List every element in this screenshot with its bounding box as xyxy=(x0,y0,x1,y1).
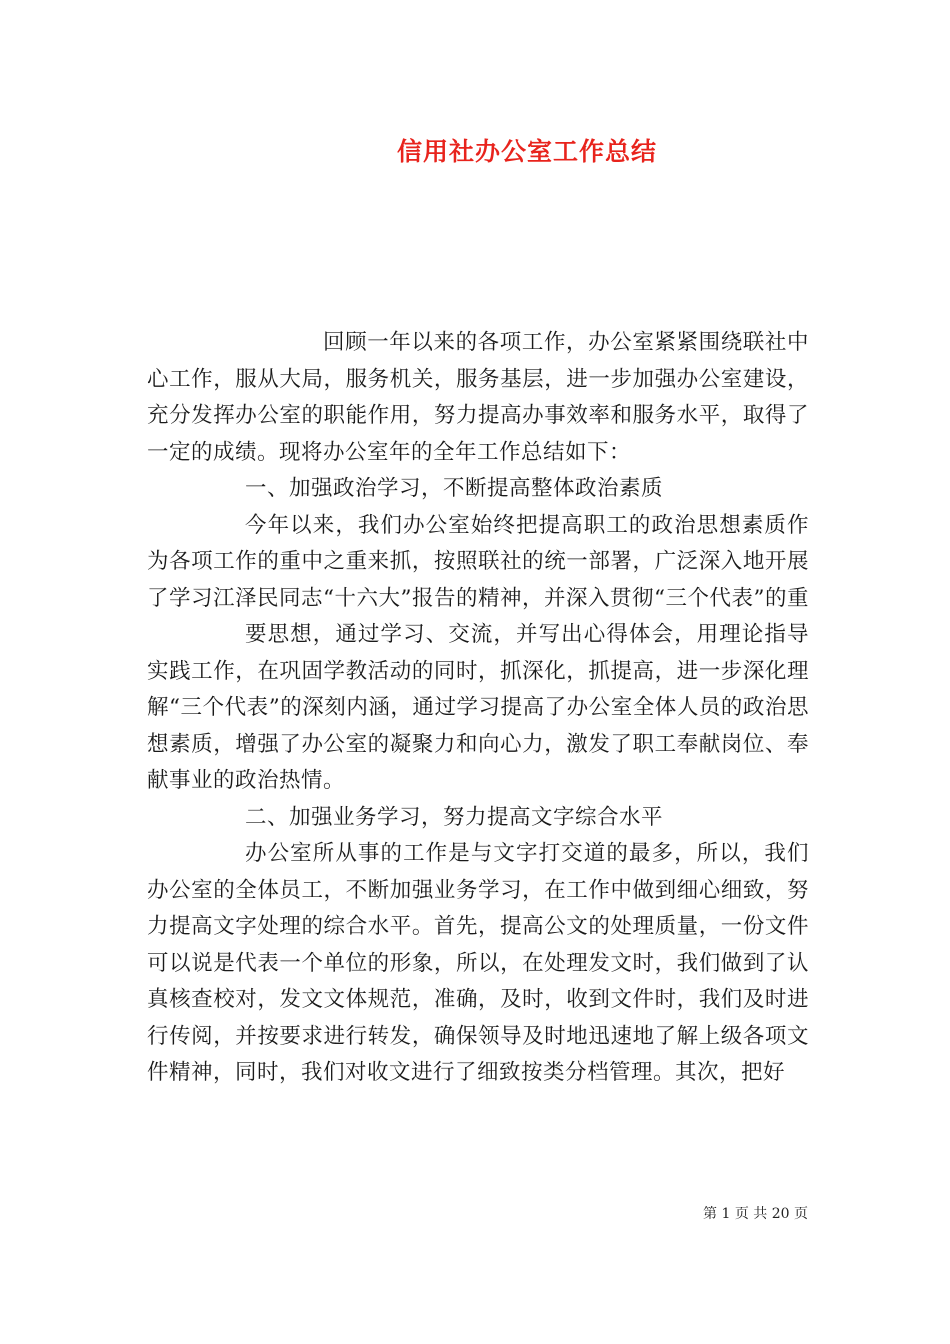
document-title: 信用社办公室工作总结 xyxy=(396,137,657,166)
intro-paragraph: 回顾一年以来的各项工作，办公室紧紧围绕联社中心工作，服从大局，服务机关，服务基层，进一步加强办公室建设，充分发挥办公室的职能作用，努力提高办事效率和服务水平，取得了一定的成绩。现将办公室年的全年工作总结如下： xyxy=(147,330,809,465)
paragraph-3: 办公室所从事的工作是与文字打交道的最多，所以，我们办公室的全体员工，不断加强业务学习，在工作中做到细心细致，努力提高文字处理的综合水平。首先，提高公文的处理质量，一份文件可以说是代表一个单位的形象，所以，在处理发文时，我们做到了认真核查校对，发文文体规范，准确，及时，收到文件时，我们及时进行传阅，并按要求进行转发，确保领导及时地迅速地了解上级各项文件精神，同时，我们对收文进行了细致按类分档管理。其次，把好 xyxy=(147,841,809,1085)
paragraph-2: 要思想，通过学习、交流，并写出心得体会，用理论指导实践工作，在巩固学教活动的同时，抓深化，抓提高，进一步深化理解“三个代表”的深刻内涵，通过学习提高了办公室全体人员的政治思想素质，增强了办公室的凝聚力和向心力，激发了职工奉献岗位、奉献事业的政治热情。 xyxy=(147,622,809,793)
section-heading-2: 二、加强业务学习，努力提高文字综合水平 xyxy=(245,804,664,830)
paragraph-1: 今年以来，我们办公室始终把提高职工的政治思想素质作为各项工作的重中之重来抓，按照联社的统一部署，广泛深入地开展了学习江泽民同志“十六大”报告的精神，并深入贯彻“三个代表”的重 xyxy=(147,512,809,611)
document-body xyxy=(147,325,809,1092)
page-number-footer: 第 1 页 共 20 页 xyxy=(703,1206,808,1222)
section-heading-1: 一、加强政治学习，不断提高整体政治素质 xyxy=(245,476,664,501)
